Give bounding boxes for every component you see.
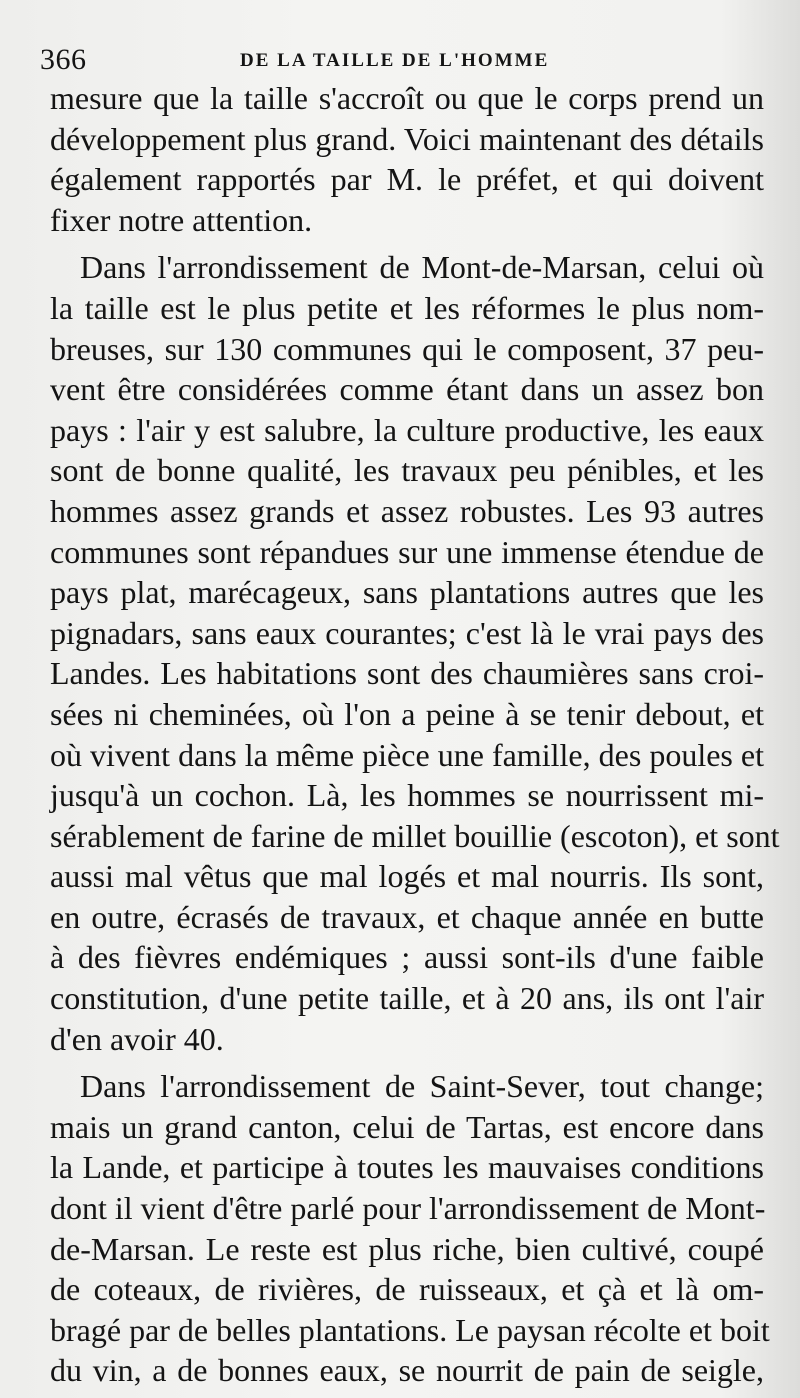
paragraph-start-line: Dans l'arrondissement de Saint-Sever, tout change; <box>80 1068 764 1105</box>
page-number: 366 <box>40 43 87 76</box>
text-line: pignadars, sans eaux courantes; c'est là le vrai pays des <box>50 614 764 651</box>
text-line: de-Marsan. Le reste est plus riche, bien cultivé, coupé <box>50 1230 764 1267</box>
text-line: du vin, a de bonnes eaux, se nourrit de pain de seigle, <box>50 1352 764 1389</box>
text-line: sont de bonne qualité, les travaux peu pénibles, et les <box>50 452 764 489</box>
text-line: développement plus grand. Voici maintenant des détails <box>50 120 764 157</box>
text-line: Landes. Les habitations sont des chaumières sans croi- <box>50 655 764 692</box>
paragraph-start-line: Dans l'arrondissement de Mont-de-Marsan, celui où <box>80 249 764 286</box>
text-line: fixer notre attention. <box>50 201 313 238</box>
text-line: constitution, d'une petite taille, et à 20 ans, ils ont l'air <box>50 980 764 1017</box>
text-line: la taille est le plus petite et les réformes le plus nom- <box>50 289 764 326</box>
text-line: hommes assez grands et assez robustes. Les 93 autres <box>50 492 764 529</box>
running-head: DE LA TAILLE DE L'HOMME <box>240 50 550 71</box>
text-line: communes sont répandues sur une immense étendue de <box>50 533 764 570</box>
text-line: en outre, écrasés de travaux, et chaque année en butte <box>50 898 764 935</box>
text-line: où vivent dans la même pièce une famille, des poules et <box>50 736 764 773</box>
text-line: dont il vient d'être parlé pour l'arrondissement de Mont- <box>50 1190 766 1227</box>
text-line: la Lande, et participe à toutes les mauvaises conditions <box>50 1149 764 1186</box>
text-line: sées ni cheminées, où l'on a peine à se tenir debout, et <box>50 695 764 732</box>
text-line: breuses, sur 130 communes qui le composent, 37 peu- <box>50 330 764 367</box>
text-line: aussi mal vêtus que mal logés et mal nourris. Ils sont, <box>50 858 764 895</box>
text-line: jusqu'à un cochon. Là, les hommes se nourrissent mi- <box>50 777 764 814</box>
text-line: bragé par de belles plantations. Le paysan récolte et boit <box>50 1311 770 1348</box>
text-line: d'en avoir 40. <box>50 1020 224 1057</box>
text-line: vent être considérées comme étant dans un assez bon <box>50 371 764 408</box>
text-line: pays : l'air y est salubre, la culture productive, les eaux <box>50 411 764 448</box>
text-line: sérablement de farine de millet bouillie (escoton), et sont <box>50 817 780 854</box>
text-line: pays plat, marécageux, sans plantations autres que les <box>50 574 764 611</box>
text-line: également rapportés par M. le préfet, et qui doivent <box>50 161 764 198</box>
body-text <box>50 78 780 1391</box>
text-line: de coteaux, de rivières, de ruisseaux, et çà et là om- <box>50 1271 764 1308</box>
text-line: mesure que la taille s'accroît ou que le corps prend un <box>50 80 764 116</box>
text-line: mais un grand canton, celui de Tartas, est encore dans <box>50 1108 764 1145</box>
text-line: à des fièvres endémiques ; aussi sont-ils d'une faible <box>50 939 764 976</box>
